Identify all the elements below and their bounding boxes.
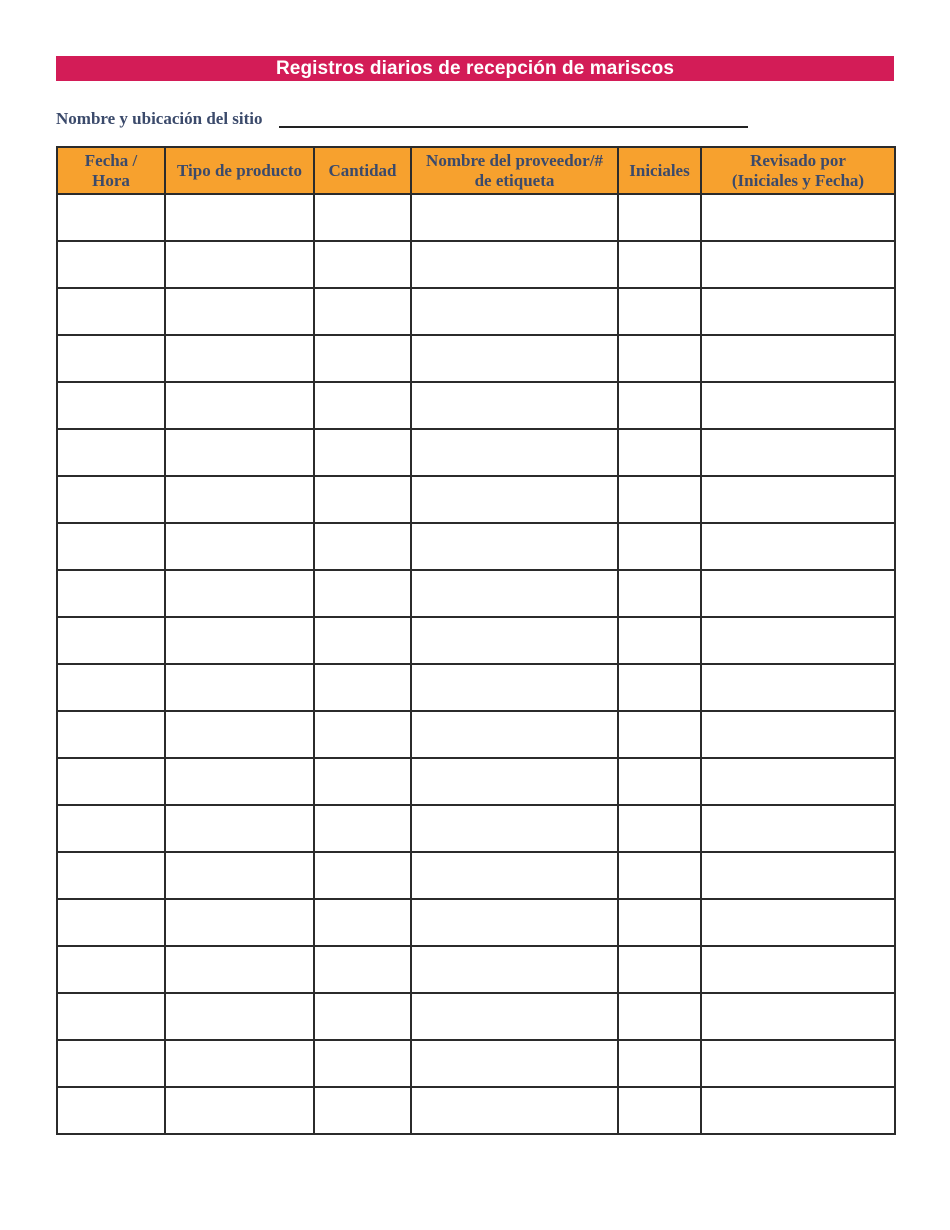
fecha-hora-cell[interactable] bbox=[57, 899, 165, 946]
column-header-cantidad bbox=[314, 147, 411, 194]
tipo-producto-cell[interactable] bbox=[165, 617, 314, 664]
cantidad-cell[interactable] bbox=[314, 711, 411, 758]
proveedor-cell[interactable] bbox=[411, 570, 618, 617]
proveedor-cell[interactable] bbox=[411, 805, 618, 852]
column-header-line: (Iniciales y Fecha) bbox=[731, 170, 865, 190]
iniciales-cell[interactable] bbox=[618, 664, 701, 711]
table-row bbox=[57, 335, 895, 382]
cantidad-cell[interactable] bbox=[314, 946, 411, 993]
iniciales-cell[interactable] bbox=[618, 1040, 701, 1087]
revisado-por-cell[interactable] bbox=[701, 476, 895, 523]
tipo-producto-cell[interactable] bbox=[165, 664, 314, 711]
revisado-por-cell[interactable] bbox=[701, 711, 895, 758]
revisado-por-cell[interactable] bbox=[701, 570, 895, 617]
proveedor-cell[interactable] bbox=[411, 993, 618, 1040]
fecha-hora-cell[interactable] bbox=[57, 758, 165, 805]
table-row bbox=[57, 194, 895, 241]
table-row bbox=[57, 993, 895, 1040]
tipo-producto-cell[interactable] bbox=[165, 382, 314, 429]
iniciales-cell[interactable] bbox=[618, 852, 701, 899]
iniciales-cell[interactable] bbox=[618, 241, 701, 288]
proveedor-cell[interactable] bbox=[411, 429, 618, 476]
proveedor-cell[interactable] bbox=[411, 476, 618, 523]
revisado-por-cell[interactable] bbox=[701, 1087, 895, 1134]
iniciales-cell[interactable] bbox=[618, 711, 701, 758]
revisado-por-cell[interactable] bbox=[701, 852, 895, 899]
cantidad-cell[interactable] bbox=[314, 335, 411, 382]
revisado-por-cell[interactable] bbox=[701, 335, 895, 382]
proveedor-cell[interactable] bbox=[411, 1040, 618, 1087]
revisado-por-cell[interactable] bbox=[701, 288, 895, 335]
table-row bbox=[57, 476, 895, 523]
iniciales-cell[interactable] bbox=[618, 523, 701, 570]
proveedor-cell[interactable] bbox=[411, 899, 618, 946]
page-title-banner: Registros diarios de recepción de mariscos bbox=[56, 56, 894, 81]
revisado-por-cell[interactable] bbox=[701, 946, 895, 993]
tipo-producto-cell[interactable] bbox=[165, 523, 314, 570]
fecha-hora-cell[interactable] bbox=[57, 335, 165, 382]
iniciales-cell[interactable] bbox=[618, 382, 701, 429]
iniciales-cell[interactable] bbox=[618, 476, 701, 523]
tipo-producto-cell[interactable] bbox=[165, 570, 314, 617]
table-row bbox=[57, 1040, 895, 1087]
site-input-line[interactable] bbox=[279, 126, 748, 128]
fecha-hora-cell[interactable] bbox=[57, 805, 165, 852]
fecha-hora-cell[interactable] bbox=[57, 570, 165, 617]
fecha-hora-cell[interactable] bbox=[57, 241, 165, 288]
fecha-hora-cell[interactable] bbox=[57, 194, 165, 241]
revisado-por-cell[interactable] bbox=[701, 758, 895, 805]
receiving-log-table bbox=[56, 146, 896, 1135]
table-row bbox=[57, 664, 895, 711]
revisado-por-cell[interactable] bbox=[701, 993, 895, 1040]
proveedor-cell[interactable] bbox=[411, 852, 618, 899]
cantidad-cell[interactable] bbox=[314, 570, 411, 617]
table-row bbox=[57, 946, 895, 993]
tipo-producto-cell[interactable] bbox=[165, 241, 314, 288]
fecha-hora-cell[interactable] bbox=[57, 1040, 165, 1087]
table-body bbox=[57, 194, 895, 1134]
iniciales-cell[interactable] bbox=[618, 1087, 701, 1134]
column-header-line: Fecha / bbox=[84, 150, 138, 170]
fecha-hora-cell[interactable] bbox=[57, 429, 165, 476]
column-header-fecha-hora bbox=[57, 147, 165, 194]
column-header-line: Tipo de producto bbox=[176, 160, 303, 180]
column-header-tipo-producto bbox=[165, 147, 314, 194]
fecha-hora-cell[interactable] bbox=[57, 711, 165, 758]
table-row bbox=[57, 241, 895, 288]
tipo-producto-cell[interactable] bbox=[165, 711, 314, 758]
cantidad-cell[interactable] bbox=[314, 194, 411, 241]
tipo-producto-cell[interactable] bbox=[165, 1087, 314, 1134]
site-label: Nombre y ubicación del sitio bbox=[56, 109, 263, 128]
cantidad-cell[interactable] bbox=[314, 1040, 411, 1087]
iniciales-cell[interactable] bbox=[618, 194, 701, 241]
cantidad-cell[interactable] bbox=[314, 476, 411, 523]
table-row bbox=[57, 382, 895, 429]
proveedor-cell[interactable] bbox=[411, 335, 618, 382]
tipo-producto-cell[interactable] bbox=[165, 993, 314, 1040]
column-header-line: Revisado por bbox=[750, 150, 846, 170]
fecha-hora-cell[interactable] bbox=[57, 288, 165, 335]
cantidad-cell[interactable] bbox=[314, 758, 411, 805]
iniciales-cell[interactable] bbox=[618, 946, 701, 993]
column-header-line: de etiqueta bbox=[474, 170, 555, 190]
table-row bbox=[57, 852, 895, 899]
cantidad-cell[interactable] bbox=[314, 241, 411, 288]
revisado-por-cell[interactable] bbox=[701, 523, 895, 570]
fecha-hora-cell[interactable] bbox=[57, 382, 165, 429]
table-header-row bbox=[57, 147, 895, 194]
cantidad-cell[interactable] bbox=[314, 993, 411, 1040]
fecha-hora-cell[interactable] bbox=[57, 523, 165, 570]
revisado-por-cell[interactable] bbox=[701, 617, 895, 664]
fecha-hora-cell[interactable] bbox=[57, 664, 165, 711]
cantidad-cell[interactable] bbox=[314, 523, 411, 570]
proveedor-cell[interactable] bbox=[411, 617, 618, 664]
proveedor-cell[interactable] bbox=[411, 241, 618, 288]
column-header-line: Cantidad bbox=[328, 160, 397, 180]
tipo-producto-cell[interactable] bbox=[165, 194, 314, 241]
table-row bbox=[57, 429, 895, 476]
tipo-producto-cell[interactable] bbox=[165, 335, 314, 382]
iniciales-cell[interactable] bbox=[618, 805, 701, 852]
tipo-producto-cell[interactable] bbox=[165, 476, 314, 523]
fecha-hora-cell[interactable] bbox=[57, 1087, 165, 1134]
cantidad-cell[interactable] bbox=[314, 852, 411, 899]
tipo-producto-cell[interactable] bbox=[165, 946, 314, 993]
table-row bbox=[57, 1087, 895, 1134]
cantidad-cell[interactable] bbox=[314, 429, 411, 476]
column-header-line: Hora bbox=[92, 170, 130, 190]
iniciales-cell[interactable] bbox=[618, 429, 701, 476]
proveedor-cell[interactable] bbox=[411, 758, 618, 805]
proveedor-cell[interactable] bbox=[411, 382, 618, 429]
cantidad-cell[interactable] bbox=[314, 1087, 411, 1134]
revisado-por-cell[interactable] bbox=[701, 1040, 895, 1087]
proveedor-cell[interactable] bbox=[411, 1087, 618, 1134]
column-header-line: Nombre del proveedor/# bbox=[426, 150, 603, 170]
revisado-por-cell[interactable] bbox=[701, 899, 895, 946]
cantidad-cell[interactable] bbox=[314, 617, 411, 664]
column-header-revisado-por bbox=[701, 147, 895, 194]
revisado-por-cell[interactable] bbox=[701, 429, 895, 476]
revisado-por-cell[interactable] bbox=[701, 382, 895, 429]
iniciales-cell[interactable] bbox=[618, 570, 701, 617]
fecha-hora-cell[interactable] bbox=[57, 852, 165, 899]
cantidad-cell[interactable] bbox=[314, 899, 411, 946]
iniciales-cell[interactable] bbox=[618, 993, 701, 1040]
proveedor-cell[interactable] bbox=[411, 946, 618, 993]
tipo-producto-cell[interactable] bbox=[165, 429, 314, 476]
iniciales-cell[interactable] bbox=[618, 617, 701, 664]
revisado-por-cell[interactable] bbox=[701, 194, 895, 241]
tipo-producto-cell[interactable] bbox=[165, 852, 314, 899]
table-row bbox=[57, 758, 895, 805]
fecha-hora-cell[interactable] bbox=[57, 617, 165, 664]
revisado-por-cell[interactable] bbox=[701, 241, 895, 288]
tipo-producto-cell[interactable] bbox=[165, 899, 314, 946]
proveedor-cell[interactable] bbox=[411, 194, 618, 241]
fecha-hora-cell[interactable] bbox=[57, 993, 165, 1040]
table-row bbox=[57, 570, 895, 617]
column-header-proveedor bbox=[411, 147, 618, 194]
table-row bbox=[57, 899, 895, 946]
table-row bbox=[57, 288, 895, 335]
iniciales-cell[interactable] bbox=[618, 288, 701, 335]
cantidad-cell[interactable] bbox=[314, 664, 411, 711]
revisado-por-cell[interactable] bbox=[701, 664, 895, 711]
proveedor-cell[interactable] bbox=[411, 664, 618, 711]
column-header-line: Iniciales bbox=[629, 160, 690, 180]
column-header-iniciales bbox=[618, 147, 701, 194]
cantidad-cell[interactable] bbox=[314, 805, 411, 852]
iniciales-cell[interactable] bbox=[618, 758, 701, 805]
cantidad-cell[interactable] bbox=[314, 382, 411, 429]
fecha-hora-cell[interactable] bbox=[57, 476, 165, 523]
tipo-producto-cell[interactable] bbox=[165, 805, 314, 852]
table-row bbox=[57, 617, 895, 664]
revisado-por-cell[interactable] bbox=[701, 805, 895, 852]
proveedor-cell[interactable] bbox=[411, 523, 618, 570]
tipo-producto-cell[interactable] bbox=[165, 1040, 314, 1087]
fecha-hora-cell[interactable] bbox=[57, 946, 165, 993]
table-row bbox=[57, 523, 895, 570]
tipo-producto-cell[interactable] bbox=[165, 758, 314, 805]
table-row bbox=[57, 711, 895, 758]
iniciales-cell[interactable] bbox=[618, 335, 701, 382]
cantidad-cell[interactable] bbox=[314, 288, 411, 335]
iniciales-cell[interactable] bbox=[618, 899, 701, 946]
proveedor-cell[interactable] bbox=[411, 288, 618, 335]
proveedor-cell[interactable] bbox=[411, 711, 618, 758]
tipo-producto-cell[interactable] bbox=[165, 288, 314, 335]
table-row bbox=[57, 805, 895, 852]
